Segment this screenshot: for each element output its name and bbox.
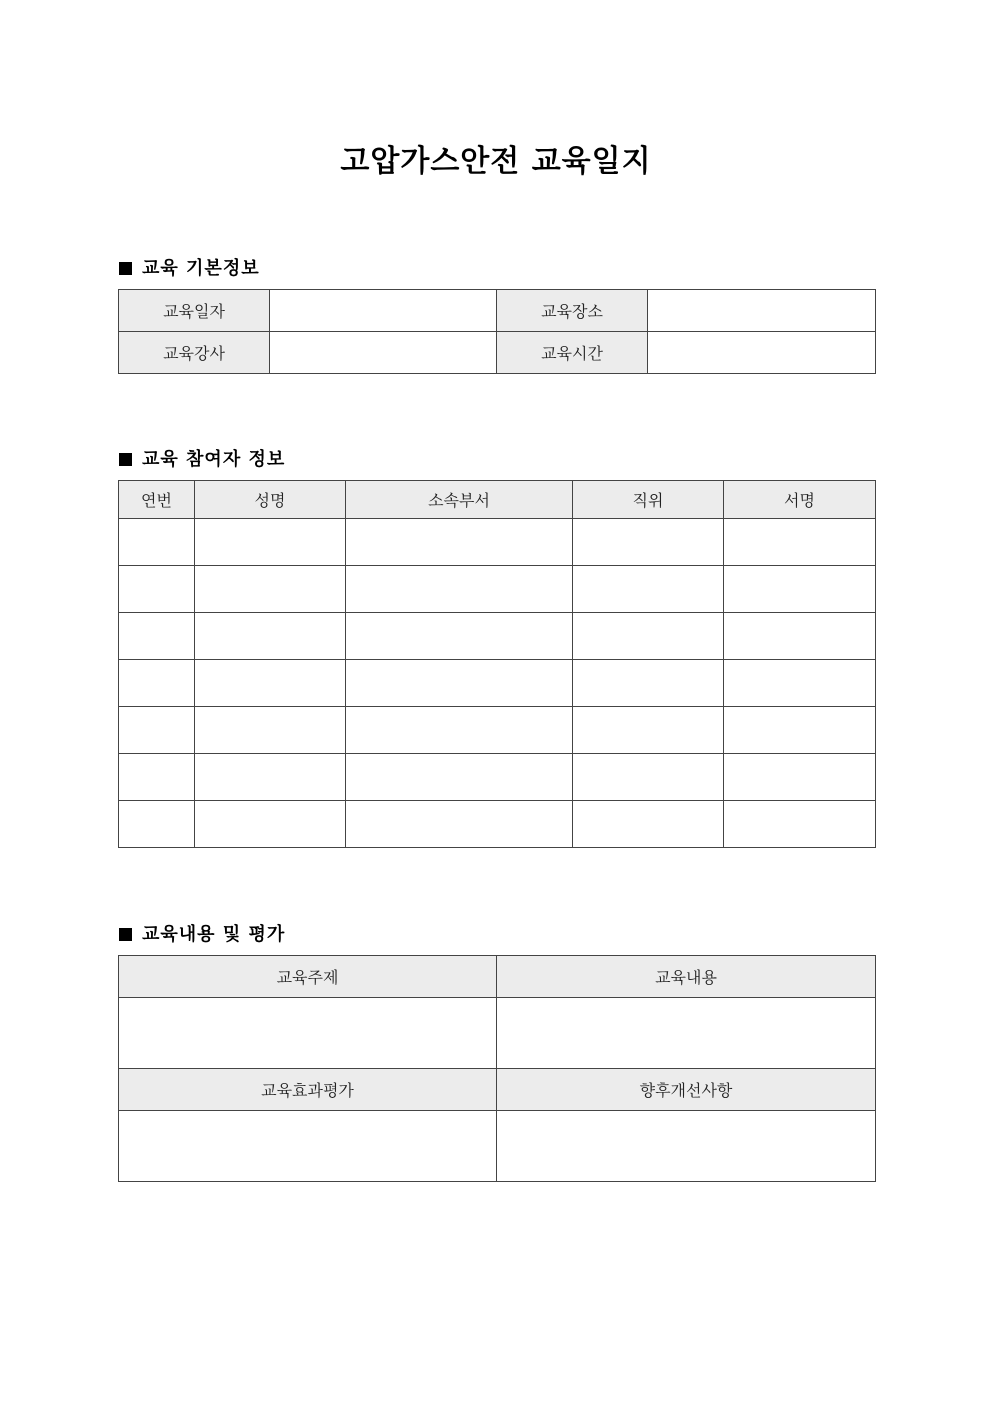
table-header-row bbox=[119, 481, 876, 519]
date-label: 교육일자 bbox=[119, 290, 270, 332]
position-cell[interactable] bbox=[573, 801, 724, 848]
name-cell[interactable] bbox=[195, 801, 346, 848]
place-field[interactable] bbox=[648, 290, 876, 332]
number-cell[interactable] bbox=[119, 754, 195, 801]
column-header: 소속부서 bbox=[346, 481, 573, 519]
effect-label: 교육효과평가 bbox=[119, 1069, 497, 1111]
improvement-field[interactable] bbox=[497, 1111, 876, 1182]
position-cell[interactable] bbox=[573, 519, 724, 566]
department-cell[interactable] bbox=[346, 801, 573, 848]
improvement-label: 향후개선사항 bbox=[497, 1069, 876, 1111]
table-row bbox=[119, 998, 876, 1069]
instructor-label: 교육강사 bbox=[119, 332, 270, 374]
column-header: 서명 bbox=[724, 481, 876, 519]
table-row bbox=[119, 660, 876, 707]
number-cell[interactable] bbox=[119, 613, 195, 660]
department-cell[interactable] bbox=[346, 519, 573, 566]
section-heading-text: 교육내용 및 평가 bbox=[142, 924, 286, 945]
position-cell[interactable] bbox=[573, 707, 724, 754]
instructor-field[interactable] bbox=[270, 332, 497, 374]
department-cell[interactable] bbox=[346, 566, 573, 613]
department-cell[interactable] bbox=[346, 613, 573, 660]
square-bullet-icon bbox=[119, 928, 132, 941]
evaluation-table bbox=[118, 955, 876, 1182]
name-cell[interactable] bbox=[195, 519, 346, 566]
square-bullet-icon bbox=[119, 453, 132, 466]
table-row bbox=[119, 519, 876, 566]
position-cell[interactable] bbox=[573, 613, 724, 660]
basic-info-table bbox=[118, 289, 876, 374]
signature-cell[interactable] bbox=[724, 707, 876, 754]
section-heading-text: 교육 참여자 정보 bbox=[142, 449, 286, 470]
place-label: 교육장소 bbox=[497, 290, 648, 332]
name-cell[interactable] bbox=[195, 754, 346, 801]
content-field[interactable] bbox=[497, 998, 876, 1069]
page-title: 고압가스안전 교육일지 bbox=[340, 144, 652, 179]
participants-table bbox=[118, 480, 876, 848]
topic-field[interactable] bbox=[119, 998, 497, 1069]
table-row bbox=[119, 566, 876, 613]
column-header: 직위 bbox=[573, 481, 724, 519]
name-cell[interactable] bbox=[195, 613, 346, 660]
section-heading-text: 교육 기본정보 bbox=[142, 258, 260, 279]
square-bullet-icon bbox=[119, 262, 132, 275]
position-cell[interactable] bbox=[573, 754, 724, 801]
name-cell[interactable] bbox=[195, 566, 346, 613]
column-header: 연번 bbox=[119, 481, 195, 519]
column-header: 성명 bbox=[195, 481, 346, 519]
number-cell[interactable] bbox=[119, 566, 195, 613]
position-cell[interactable] bbox=[573, 566, 724, 613]
table-row bbox=[119, 613, 876, 660]
name-cell[interactable] bbox=[195, 707, 346, 754]
position-cell[interactable] bbox=[573, 660, 724, 707]
department-cell[interactable] bbox=[346, 754, 573, 801]
table-header-row bbox=[119, 1069, 876, 1111]
number-cell[interactable] bbox=[119, 801, 195, 848]
section-heading-content bbox=[119, 920, 285, 946]
time-field[interactable] bbox=[648, 332, 876, 374]
department-cell[interactable] bbox=[346, 660, 573, 707]
table-row bbox=[119, 332, 876, 374]
effect-field[interactable] bbox=[119, 1111, 497, 1182]
table-header-row bbox=[119, 956, 876, 998]
table-row bbox=[119, 290, 876, 332]
number-cell[interactable] bbox=[119, 707, 195, 754]
number-cell[interactable] bbox=[119, 660, 195, 707]
table-row bbox=[119, 1111, 876, 1182]
topic-label: 교육주제 bbox=[119, 956, 497, 998]
table-row bbox=[119, 754, 876, 801]
content-label: 교육내용 bbox=[497, 956, 876, 998]
number-cell[interactable] bbox=[119, 519, 195, 566]
signature-cell[interactable] bbox=[724, 660, 876, 707]
section-heading-basic bbox=[119, 254, 260, 280]
signature-cell[interactable] bbox=[724, 566, 876, 613]
time-label: 교육시간 bbox=[497, 332, 648, 374]
table-row bbox=[119, 707, 876, 754]
name-cell[interactable] bbox=[195, 660, 346, 707]
section-heading-participants bbox=[119, 445, 285, 471]
table-row bbox=[119, 801, 876, 848]
signature-cell[interactable] bbox=[724, 613, 876, 660]
signature-cell[interactable] bbox=[724, 801, 876, 848]
signature-cell[interactable] bbox=[724, 754, 876, 801]
signature-cell[interactable] bbox=[724, 519, 876, 566]
department-cell[interactable] bbox=[346, 707, 573, 754]
date-field[interactable] bbox=[270, 290, 497, 332]
